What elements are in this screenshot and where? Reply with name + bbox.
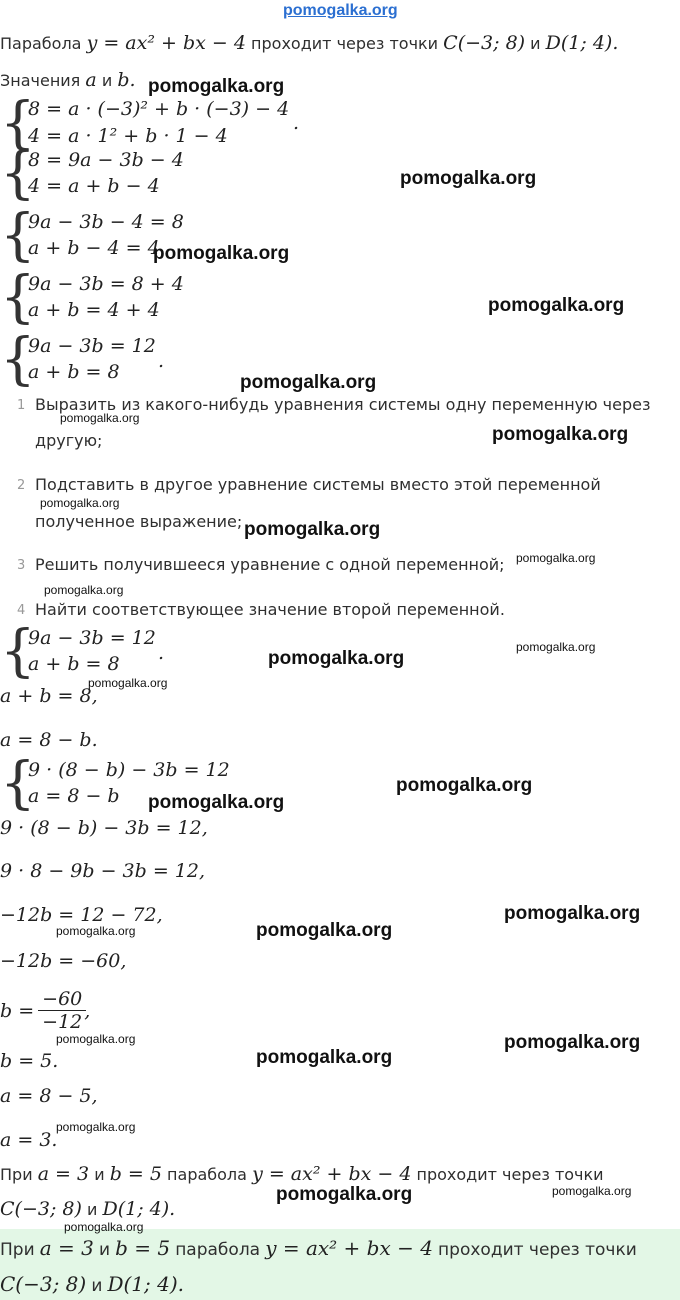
conclusion-d: D(1; 4). <box>102 1198 176 1220</box>
step-text: Найти соответствующее значение второй переменной. <box>35 600 505 619</box>
system-4-eq-1: 9a − 3b = 8 + 4 <box>28 273 184 295</box>
fraction-line <box>0 988 90 1033</box>
problem-prefix: Парабола <box>0 34 82 53</box>
system-1-eq-1: 8 = a · (−3)² + b · (−3) − 4 <box>28 98 290 120</box>
watermark: pomogalka.org <box>44 583 124 597</box>
system-6-eq-2: a + b = 8 <box>28 653 120 675</box>
answer-pre: При <box>0 1240 35 1260</box>
conclusion-post: проходит через точки <box>416 1165 604 1184</box>
watermark: pomogalka.org <box>504 1032 641 1053</box>
values-label: Значения <box>0 71 81 90</box>
solution-line: a = 8 − 5, <box>0 1085 98 1107</box>
answer-formula: y = ax² + bx − 4 <box>265 1236 433 1260</box>
system-3-eq-2: a + b − 4 = 4 <box>28 237 160 259</box>
watermark: pomogalka.org <box>64 1220 144 1234</box>
step-text: другую; <box>35 431 103 450</box>
values-and: и <box>101 71 113 90</box>
values-line <box>0 69 136 91</box>
solution-line: −12b = 12 − 72, <box>0 904 163 926</box>
answer-post: проходит через точки <box>438 1240 637 1260</box>
system-brace: { <box>0 619 36 684</box>
watermark: pomogalka.org <box>240 372 377 393</box>
step-text: Подставить в другое уравнение системы вместо этой переменной <box>35 475 601 494</box>
watermark: pomogalka.org <box>60 411 140 425</box>
system-4-eq-2: a + b = 4 + 4 <box>28 299 160 321</box>
conclusion-c: C(−3; 8) <box>0 1198 82 1220</box>
point-d: D(1; 4). <box>545 32 619 54</box>
watermark: pomogalka.org <box>256 920 393 941</box>
step-text: Решить получившееся уравнение с одной переменной; <box>35 555 505 574</box>
system-brace: { <box>0 327 36 392</box>
step-number: 4 <box>17 603 26 618</box>
watermark: pomogalka.org <box>516 551 596 565</box>
fraction-numerator: −60 <box>42 988 83 1010</box>
conclusion-line-2 <box>0 1198 175 1220</box>
solution-line: 9 · (8 − b) − 3b = 12, <box>0 817 208 839</box>
system-5-eq-1: 9a − 3b = 12 <box>28 335 156 357</box>
watermark: pomogalka.org <box>153 243 290 264</box>
solution-line: a = 8 − b. <box>0 729 98 751</box>
step-text: полученное выражение; <box>35 512 243 531</box>
watermark: pomogalka.org <box>400 168 537 189</box>
fraction-denominator: −12 <box>42 1011 83 1033</box>
watermark: pomogalka.org <box>88 676 168 690</box>
answer-a: a = 3 <box>39 1236 94 1260</box>
watermark: pomogalka.org <box>492 424 629 445</box>
system-brace: { <box>0 265 36 330</box>
fraction-tail: , <box>84 999 91 1022</box>
answer-mid: парабола <box>175 1240 261 1260</box>
step-number: 3 <box>17 558 26 573</box>
fraction <box>40 988 84 1033</box>
system-brace: { <box>0 203 36 268</box>
watermark: pomogalka.org <box>504 903 641 924</box>
answer-b: b = 5 <box>115 1236 171 1260</box>
fraction-lhs: b = <box>0 999 35 1022</box>
answer-d: D(1; 4). <box>107 1272 185 1296</box>
watermark: pomogalka.org <box>516 640 596 654</box>
system-7-eq-2: a = 8 − b <box>28 785 120 807</box>
watermark: pomogalka.org <box>40 496 120 510</box>
problem-formula: y = ax² + bx − 4 <box>86 32 246 54</box>
watermark: pomogalka.org <box>56 1032 136 1046</box>
answer-c: C(−3; 8) <box>0 1272 87 1296</box>
solution-line: a + b = 8, <box>0 685 98 707</box>
watermark: pomogalka.org <box>56 1120 136 1134</box>
conclusion-formula: y = ax² + bx − 4 <box>252 1163 412 1185</box>
step-text: Выразить из какого-нибудь уравнения системы одну переменную через <box>35 395 651 414</box>
watermark: pomogalka.org <box>552 1184 632 1198</box>
watermark: pomogalka.org <box>268 648 405 669</box>
system-7-eq-1: 9 · (8 − b) − 3b = 12 <box>28 759 230 781</box>
conclusion-line-1 <box>0 1163 604 1185</box>
answer-and: и <box>98 1240 110 1260</box>
problem-statement <box>0 32 618 54</box>
watermark: pomogalka.org <box>56 924 136 938</box>
point-c: C(−3; 8) <box>443 32 526 54</box>
answer-line-1 <box>0 1236 637 1260</box>
system-1-eq-2: 4 = a · 1² + b · 1 − 4 <box>28 125 228 147</box>
step-number: 1 <box>17 398 26 413</box>
system-1-tail: . <box>293 112 300 134</box>
conclusion-b: b = 5 <box>109 1163 162 1185</box>
answer-and2: и <box>91 1276 103 1296</box>
problem-middle: проходит через точки <box>251 34 439 53</box>
system-6-eq-1: 9a − 3b = 12 <box>28 627 156 649</box>
conclusion-and2: и <box>87 1200 98 1219</box>
conclusion-a: a = 3 <box>37 1163 90 1185</box>
var-a: a <box>85 69 97 91</box>
system-brace: { <box>0 141 36 206</box>
problem-and: и <box>530 34 541 53</box>
system-brace: { <box>0 91 36 156</box>
system-5-eq-2: a + b = 8 <box>28 361 120 383</box>
conclusion-mid: парабола <box>167 1165 247 1184</box>
solution-line: b = 5. <box>0 1050 59 1072</box>
system-brace: { <box>0 751 36 816</box>
system-2-eq-1: 8 = 9a − 3b − 4 <box>28 149 184 171</box>
watermark: pomogalka.org <box>488 295 625 316</box>
watermark: pomogalka.org <box>148 792 285 813</box>
solution-line: a = 3. <box>0 1129 58 1151</box>
answer-line-2 <box>0 1272 184 1296</box>
conclusion-pre: При <box>0 1165 33 1184</box>
system-3-eq-1: 9a − 3b − 4 = 8 <box>28 211 184 233</box>
solution-line: −12b = −60, <box>0 950 127 972</box>
watermark: pomogalka.org <box>396 775 533 796</box>
step-number: 2 <box>17 478 26 493</box>
conclusion-and: и <box>94 1165 105 1184</box>
system-2-eq-2: 4 = a + b − 4 <box>28 175 160 197</box>
watermark: pomogalka.org <box>276 1184 413 1205</box>
watermark: pomogalka.org <box>148 76 285 97</box>
site-logo-link[interactable]: pomogalka.org <box>283 2 398 19</box>
watermark: pomogalka.org <box>244 519 381 540</box>
solution-line: 9 · 8 − 9b − 3b = 12, <box>0 860 206 882</box>
watermark: pomogalka.org <box>256 1047 393 1068</box>
var-b: b. <box>117 69 136 91</box>
system-6-tail: . <box>158 642 165 664</box>
system-5-tail: . <box>158 350 165 372</box>
